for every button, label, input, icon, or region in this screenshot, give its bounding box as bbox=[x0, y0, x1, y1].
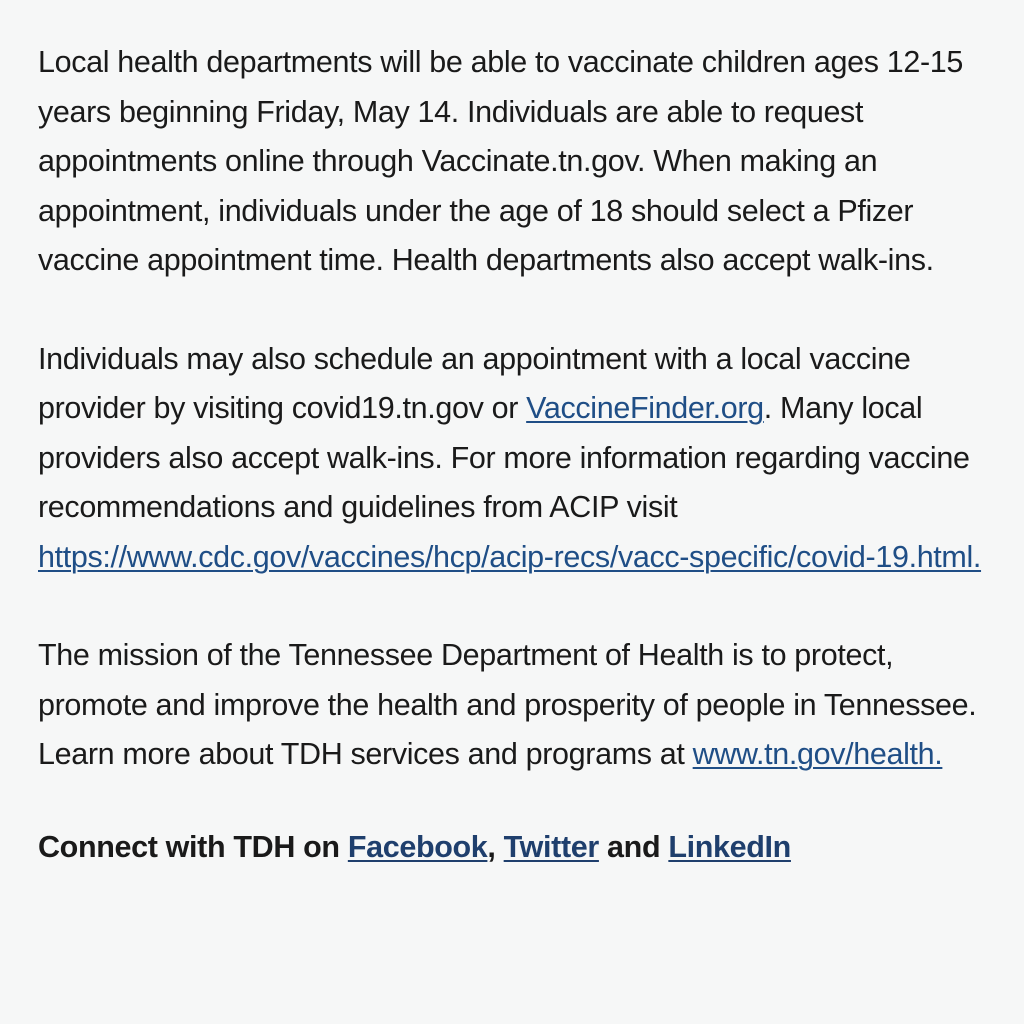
connect-with-tdh bbox=[38, 823, 986, 873]
facebook-link[interactable]: Facebook bbox=[347, 829, 488, 864]
paragraph-tdh-mission bbox=[38, 631, 986, 780]
cdc-acip-link[interactable]: https://www.cdc.gov/vaccines/hcp/acip-recs/vacc-specific/covid-19.html. bbox=[38, 539, 982, 574]
connect-prefix: Connect with TDH on bbox=[38, 829, 348, 864]
paragraph-vaccination-ages-text: Local health departments will be able to vaccinate children ages 12-15 years beginning Friday, May 14. Individuals are able to request appointments online through Vaccinate.tn.gov. When making an appointment, individuals under the age of 18 should select a Pfizer vaccine appointment time. Health departments also accept walk-ins. bbox=[38, 45, 963, 277]
mission-text: The mission of the Tennessee Department of Health is to protect, promote and improve the health and prosperity of people in Tennessee. Learn more about TDH services and programs at bbox=[38, 638, 977, 771]
connect-comma: , bbox=[487, 829, 504, 864]
schedule-text-before-link: Individuals may also schedule an appointment with a local vaccine provider by visiting covid19.tn.gov or bbox=[38, 341, 911, 425]
vaccinefinder-link[interactable]: VaccineFinder.org bbox=[526, 391, 764, 425]
twitter-link[interactable]: Twitter bbox=[503, 829, 599, 864]
tn-health-link[interactable]: www.tn.gov/health. bbox=[692, 737, 943, 771]
paragraph-schedule-appointment bbox=[38, 335, 986, 583]
connect-and: and bbox=[598, 829, 669, 864]
schedule-text-after-link: . Many local providers also accept walk-ins. For more information regarding vaccine recommendations and guidelines from ACIP visit bbox=[38, 391, 970, 524]
paragraph-vaccination-ages bbox=[38, 38, 986, 286]
linkedin-link[interactable]: LinkedIn bbox=[668, 829, 791, 864]
